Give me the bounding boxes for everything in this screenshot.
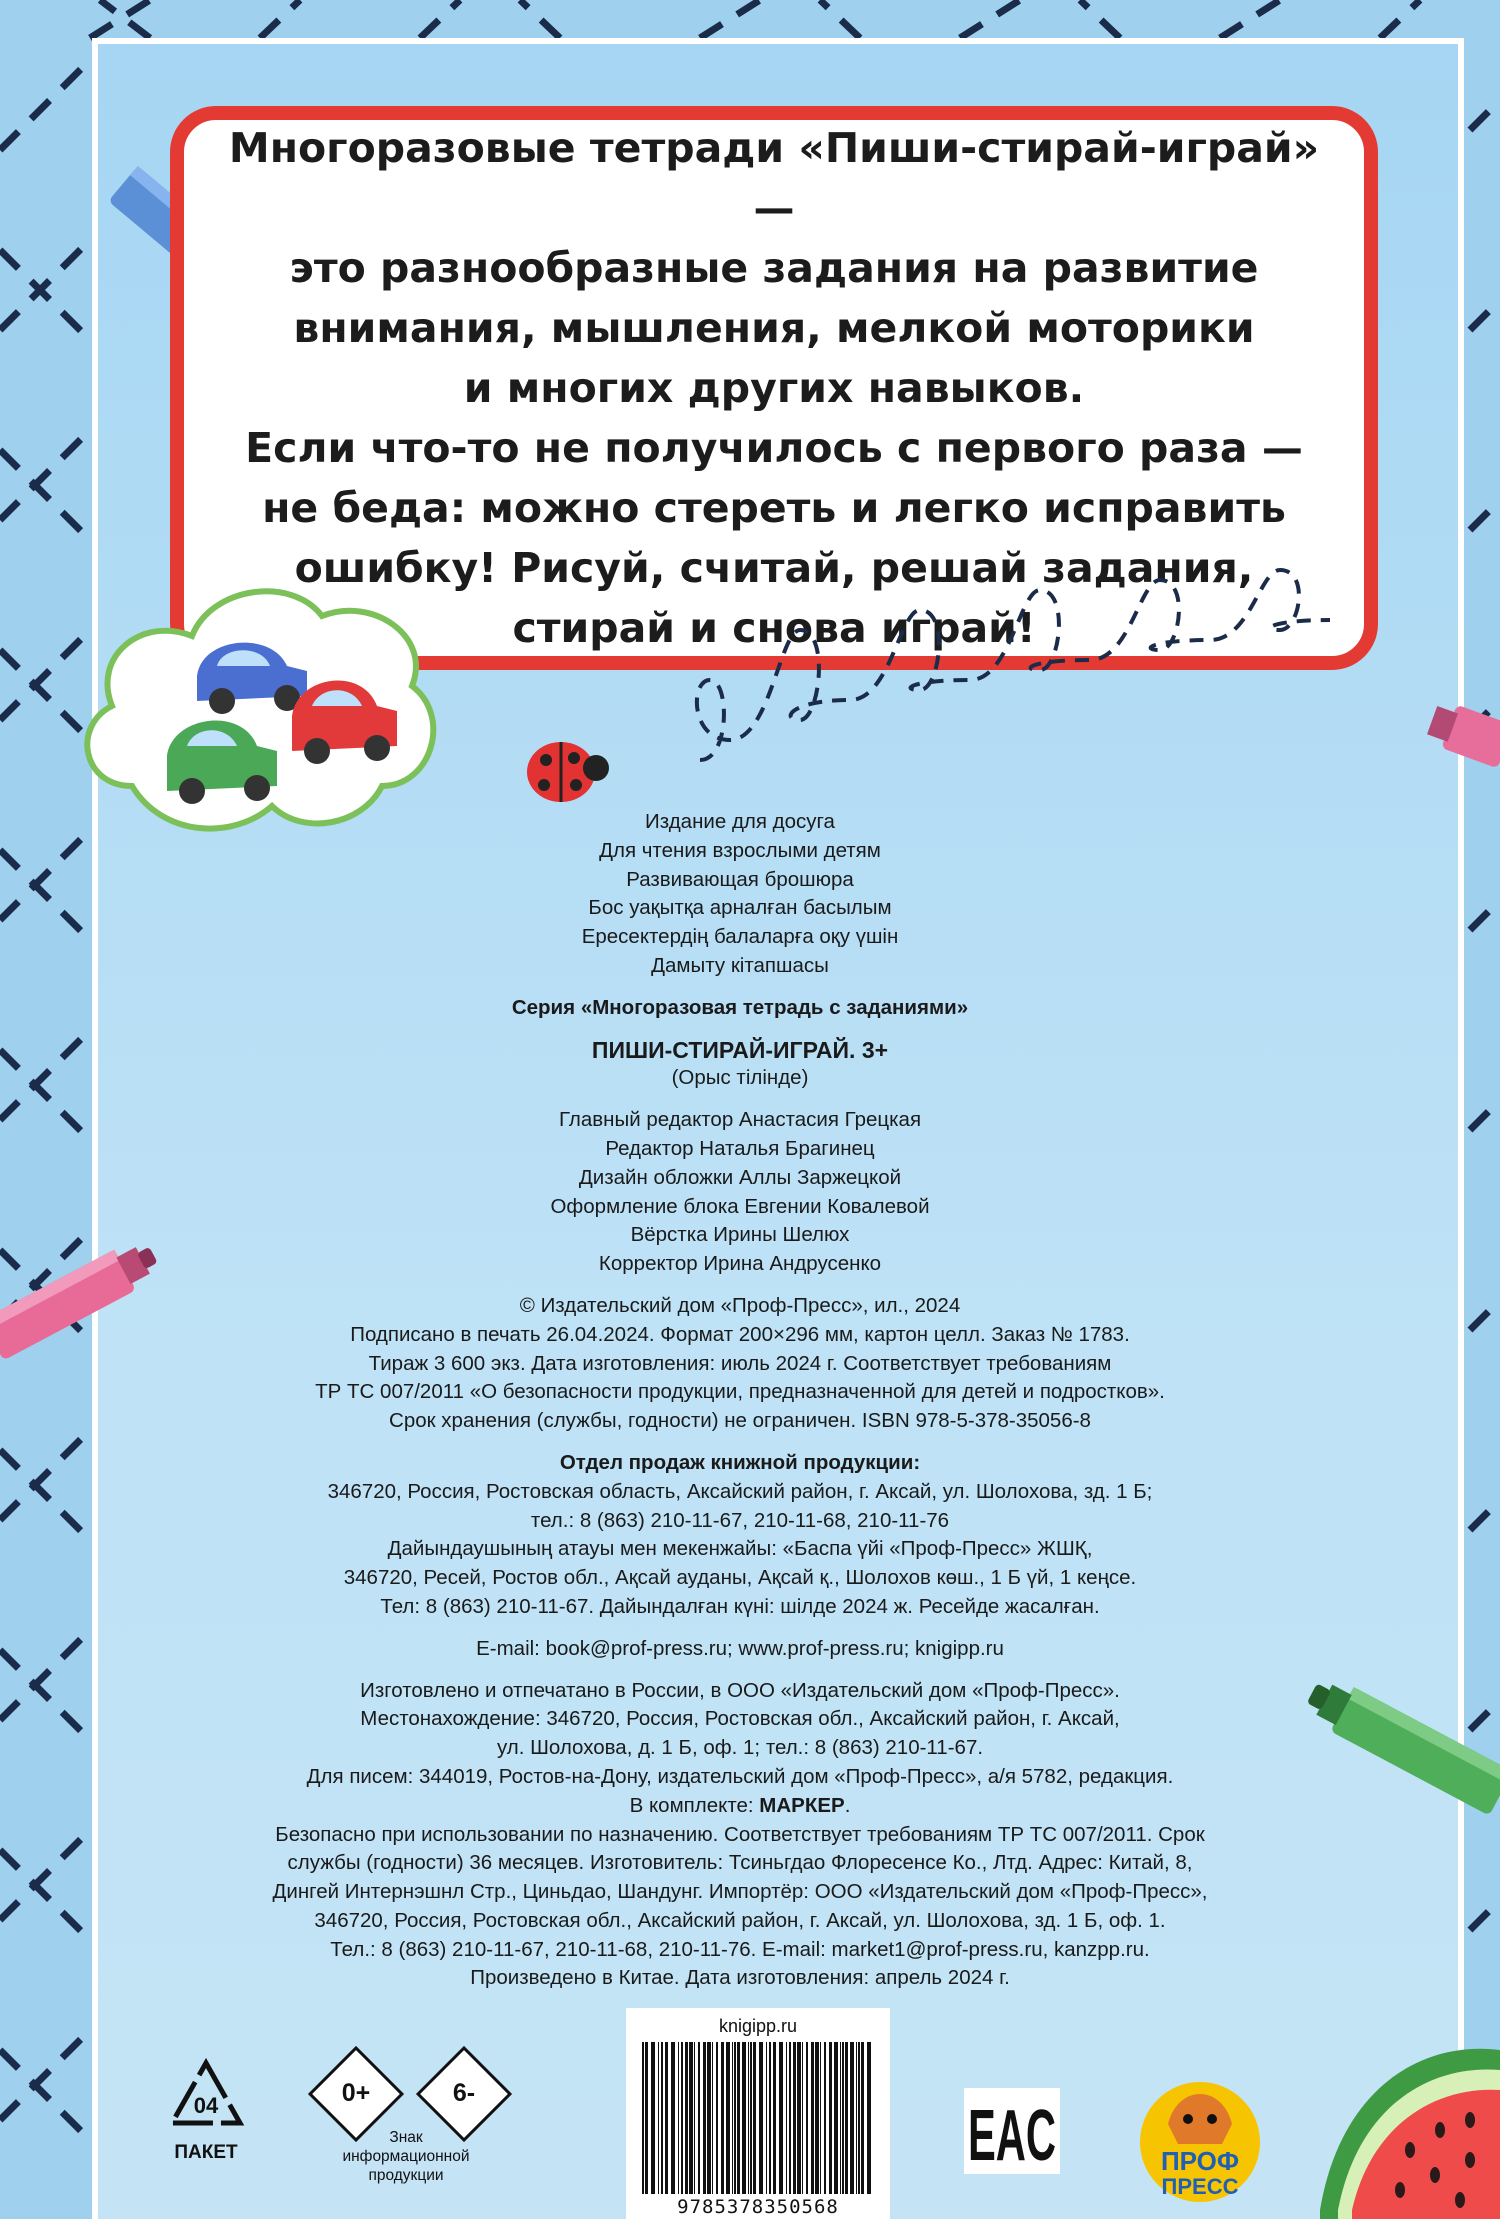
barcode-bar — [645, 2042, 648, 2194]
ladybug-icon — [516, 730, 616, 810]
barcode-bar — [698, 2042, 700, 2194]
intro-line: внимания, мышления, мелкой моторики — [293, 304, 1255, 352]
barcode-area — [626, 2008, 890, 2219]
barcode-bar — [856, 2042, 857, 2194]
green-marker-icon — [1290, 1640, 1500, 1830]
manufacture-line: Местонахождение: 346720, Россия, Ростовская обл., Аксайский район, г. Аксай, — [360, 1707, 1120, 1731]
eac-mark: EAC — [968, 2096, 1056, 2176]
publication-line: Подписано в печать 26.04.2024. Формат 200×296 мм, картон целл. Заказ № 1783. — [350, 1322, 1130, 1346]
intro-line: и многих других навыков. — [463, 364, 1085, 412]
barcode-icon — [638, 2042, 878, 2194]
barcode-bar — [750, 2042, 752, 2194]
barcode-bar — [712, 2042, 713, 2194]
barcode-bar — [734, 2042, 736, 2194]
barcode-bar — [820, 2042, 821, 2194]
barcode-bar — [685, 2042, 688, 2194]
marker-info-line: Произведено в Китае. Дата изготовления: апрель 2024 г. — [470, 1966, 1010, 1990]
barcode-bar — [694, 2042, 695, 2194]
intro-line: это разнообразные задания на развитие — [289, 244, 1259, 292]
barcode-bar — [789, 2042, 791, 2194]
publisher-logo — [1138, 2064, 1262, 2204]
credit-line: Вёрстка Ирины Шелюх — [630, 1223, 850, 1247]
series-title: Серия «Многоразовая тетрадь с заданиями» — [511, 995, 969, 1019]
age-mark-0: 0+ — [341, 2079, 371, 2107]
barcode-bar — [806, 2042, 808, 2194]
barcode-bar — [834, 2042, 838, 2194]
barcode-bar — [642, 2042, 644, 2194]
manufacture-line: Изготовлено и отпечатано в России, в ООО «Издательский дом «Проф-Пресс». — [360, 1678, 1120, 1702]
contact-web: E-mail: book@prof-press.ru; www.prof-press.ru; knigipp.ru — [476, 1636, 1004, 1660]
barcode-bar — [797, 2042, 801, 2194]
barcode-bar — [858, 2042, 860, 2194]
barcode-bar — [726, 2042, 730, 2194]
credit-line: Дизайн обложки Аллы Заржецкой — [578, 1165, 902, 1189]
barcode-bar — [737, 2042, 740, 2194]
sales-line: 346720, Ресей, Ростов обл., Ақсай ауданы, Ақсай қ., Шолохов көш., 1 Б үй, 1 кеңсе. — [343, 1566, 1137, 1590]
logo-word-2: ПРЕСС — [1161, 2174, 1239, 2199]
barcode-bar — [824, 2042, 826, 2194]
barcode-bar — [732, 2042, 733, 2194]
manufacture-line: Для писем: 344019, Ростов-на-Дону, издательский дом «Проф-Пресс», а/я 5782, редакция. — [306, 1764, 1174, 1788]
barcode-bar — [703, 2042, 706, 2194]
edition-type: Развивающая брошюра — [626, 867, 854, 891]
barcode-bar — [829, 2042, 832, 2194]
barcode-bar — [658, 2042, 659, 2194]
barcode-bar — [753, 2042, 756, 2194]
pink-marker-right-icon — [1420, 688, 1500, 798]
barcode-site: knigipp.ru — [718, 2016, 798, 2036]
marker-info-line: Тел.: 8 (863) 210-11-67, 210-11-68, 210-11-76. E-mail: market1@prof-press.ru, kanzpp.ru. — [330, 1937, 1150, 1961]
credit-line: Оформление блока Евгении Ковалевой — [550, 1194, 930, 1218]
barcode-bar — [840, 2042, 841, 2194]
barcode-bar — [671, 2042, 675, 2194]
intro-line: не беда: можно стереть и легко исправить — [262, 484, 1286, 532]
pink-marker-left-icon — [0, 1210, 170, 1370]
barcode-bar — [665, 2042, 668, 2194]
eac-mark-icon — [964, 2088, 1060, 2174]
barcode-bar — [678, 2042, 679, 2194]
credit-line: Главный редактор Анастасия Грецкая — [558, 1108, 922, 1132]
barcode-bar — [681, 2042, 683, 2194]
edition-type: Дамыту кітапшасы — [651, 953, 829, 977]
sales-line: тел.: 8 (863) 210-11-67, 210-11-68, 210-11-76 — [530, 1508, 950, 1532]
marker-info-line: Дингей Интернэшнл Стр., Циньдао, Шандунг. Импортёр: ООО «Издательский дом «Проф-Пресс», — [272, 1880, 1208, 1904]
intro-line: ошибку! Рисуй, считай, решай задания, — [294, 544, 1254, 592]
book-title: ПИШИ-СТИРАЙ-ИГРАЙ. 3+ — [591, 1036, 889, 1063]
logo-word-1: ПРОФ — [1160, 2146, 1240, 2176]
barcode-bar — [802, 2042, 803, 2194]
edition-type: Издание для досуга — [645, 810, 835, 833]
marker-info-line: Безопасно при использовании по назначению. Соответствует требованиям ТР ТС 007/2011. Срок — [275, 1822, 1205, 1846]
edition-type: Для чтения взрослыми детям — [599, 838, 881, 862]
barcode-bar — [811, 2042, 814, 2194]
kit-line: В комплекте: МАРКЕР. — [629, 1793, 851, 1817]
barcode-bar — [759, 2042, 763, 2194]
barcode-bar — [766, 2042, 767, 2194]
credit-line: Редактор Наталья Брагинец — [605, 1136, 875, 1160]
sales-line: 346720, Россия, Ростовская область, Аксайский район, г. Аксай, ул. Шолохова, зд. 1 Б; — [327, 1479, 1153, 1503]
barcode-bar — [748, 2042, 749, 2194]
barcode-bar — [773, 2042, 776, 2194]
recycle-label: ПАКЕТ — [174, 2142, 238, 2163]
barcode-bar — [845, 2042, 848, 2194]
sales-line: Дайындаушының атауы мен мекенжайы: «Баспа үйі «Проф-Пресс» ЖШҚ, — [387, 1537, 1093, 1561]
barcode-bar — [689, 2042, 693, 2194]
manufacture-line: ул. Шолохова, д. 1 Б, оф. 1; тел.: 8 (863) 210-11-67. — [496, 1736, 984, 1760]
watermelon-icon — [1300, 2030, 1500, 2219]
publication-line: ТР ТС 007/2011 «О безопасности продукции, предназначенной для детей и подростков». — [315, 1380, 1165, 1404]
marker-info-line: 346720, Россия, Ростовская обл., Аксайский район, г. Аксай, ул. Шолохова, зд. 1 Б, оф. 1. — [314, 1908, 1166, 1932]
imprint-block — [220, 808, 1260, 1993]
sales-line: Тел: 8 (863) 210-11-67. Дайындалған күні: шілде 2024 ж. Ресейде жасалған. — [380, 1594, 1100, 1618]
age-caption: Знак информационной продукции — [342, 2129, 470, 2184]
intro-line: Многоразовые тетради «Пиши-стирай-играй» — — [228, 124, 1320, 232]
barcode-bar — [850, 2042, 854, 2194]
barcode-bar — [651, 2042, 655, 2194]
barcode-bar — [661, 2042, 663, 2194]
barcode-bar — [721, 2042, 724, 2194]
publication-line: Тираж 3 600 экз. Дата изготовления: июль 2024 г. Соответствует требованиям — [368, 1351, 1112, 1375]
edition-type: Ересектердің балаларға оқу үшін — [581, 925, 899, 949]
language-note: (Орыс тілінде) — [671, 1066, 809, 1090]
barcode-bar — [786, 2042, 787, 2194]
cars-cloud-illustration — [72, 556, 452, 846]
barcode-bar — [842, 2042, 844, 2194]
barcode-bar — [707, 2042, 711, 2194]
age-mark-6: 6- — [452, 2079, 476, 2107]
barcode-bar — [716, 2042, 718, 2194]
recycle-code: 04 — [193, 2093, 219, 2118]
intro-line: Если что-то не получилось с первого раза — — [245, 424, 1303, 472]
barcode-bar — [867, 2042, 871, 2194]
barcode-bar — [742, 2042, 746, 2194]
barcode-bar — [815, 2042, 819, 2194]
dashed-loop-tracing — [690, 570, 1440, 770]
barcode-bar — [769, 2042, 771, 2194]
barcode-bar — [779, 2042, 783, 2194]
marker-info-line: службы (годности) 36 месяцев. Изготовитель: Тсиньгдао Флоресенсе Ко., Лтд. Адрес: Китай, 8, — [287, 1851, 1193, 1875]
edition-type: Бос уақытқа арналған басылым — [588, 896, 892, 920]
barcode-digits: 9785378350568 — [677, 2196, 839, 2218]
publication-line: © Издательский дом «Проф-Пресс», ил., 2024 — [519, 1293, 961, 1317]
credit-line: Корректор Ирина Андрусенко — [598, 1252, 882, 1276]
barcode-bar — [861, 2042, 864, 2194]
intro-line: стирай и снова играй! — [512, 604, 1036, 652]
publication-line: Срок хранения (службы, годности) не ограничен. ISBN 978-5-378-35056-8 — [389, 1409, 1091, 1433]
barcode-bar — [793, 2042, 796, 2194]
sales-heading: Отдел продаж книжной продукции: — [559, 1450, 921, 1474]
